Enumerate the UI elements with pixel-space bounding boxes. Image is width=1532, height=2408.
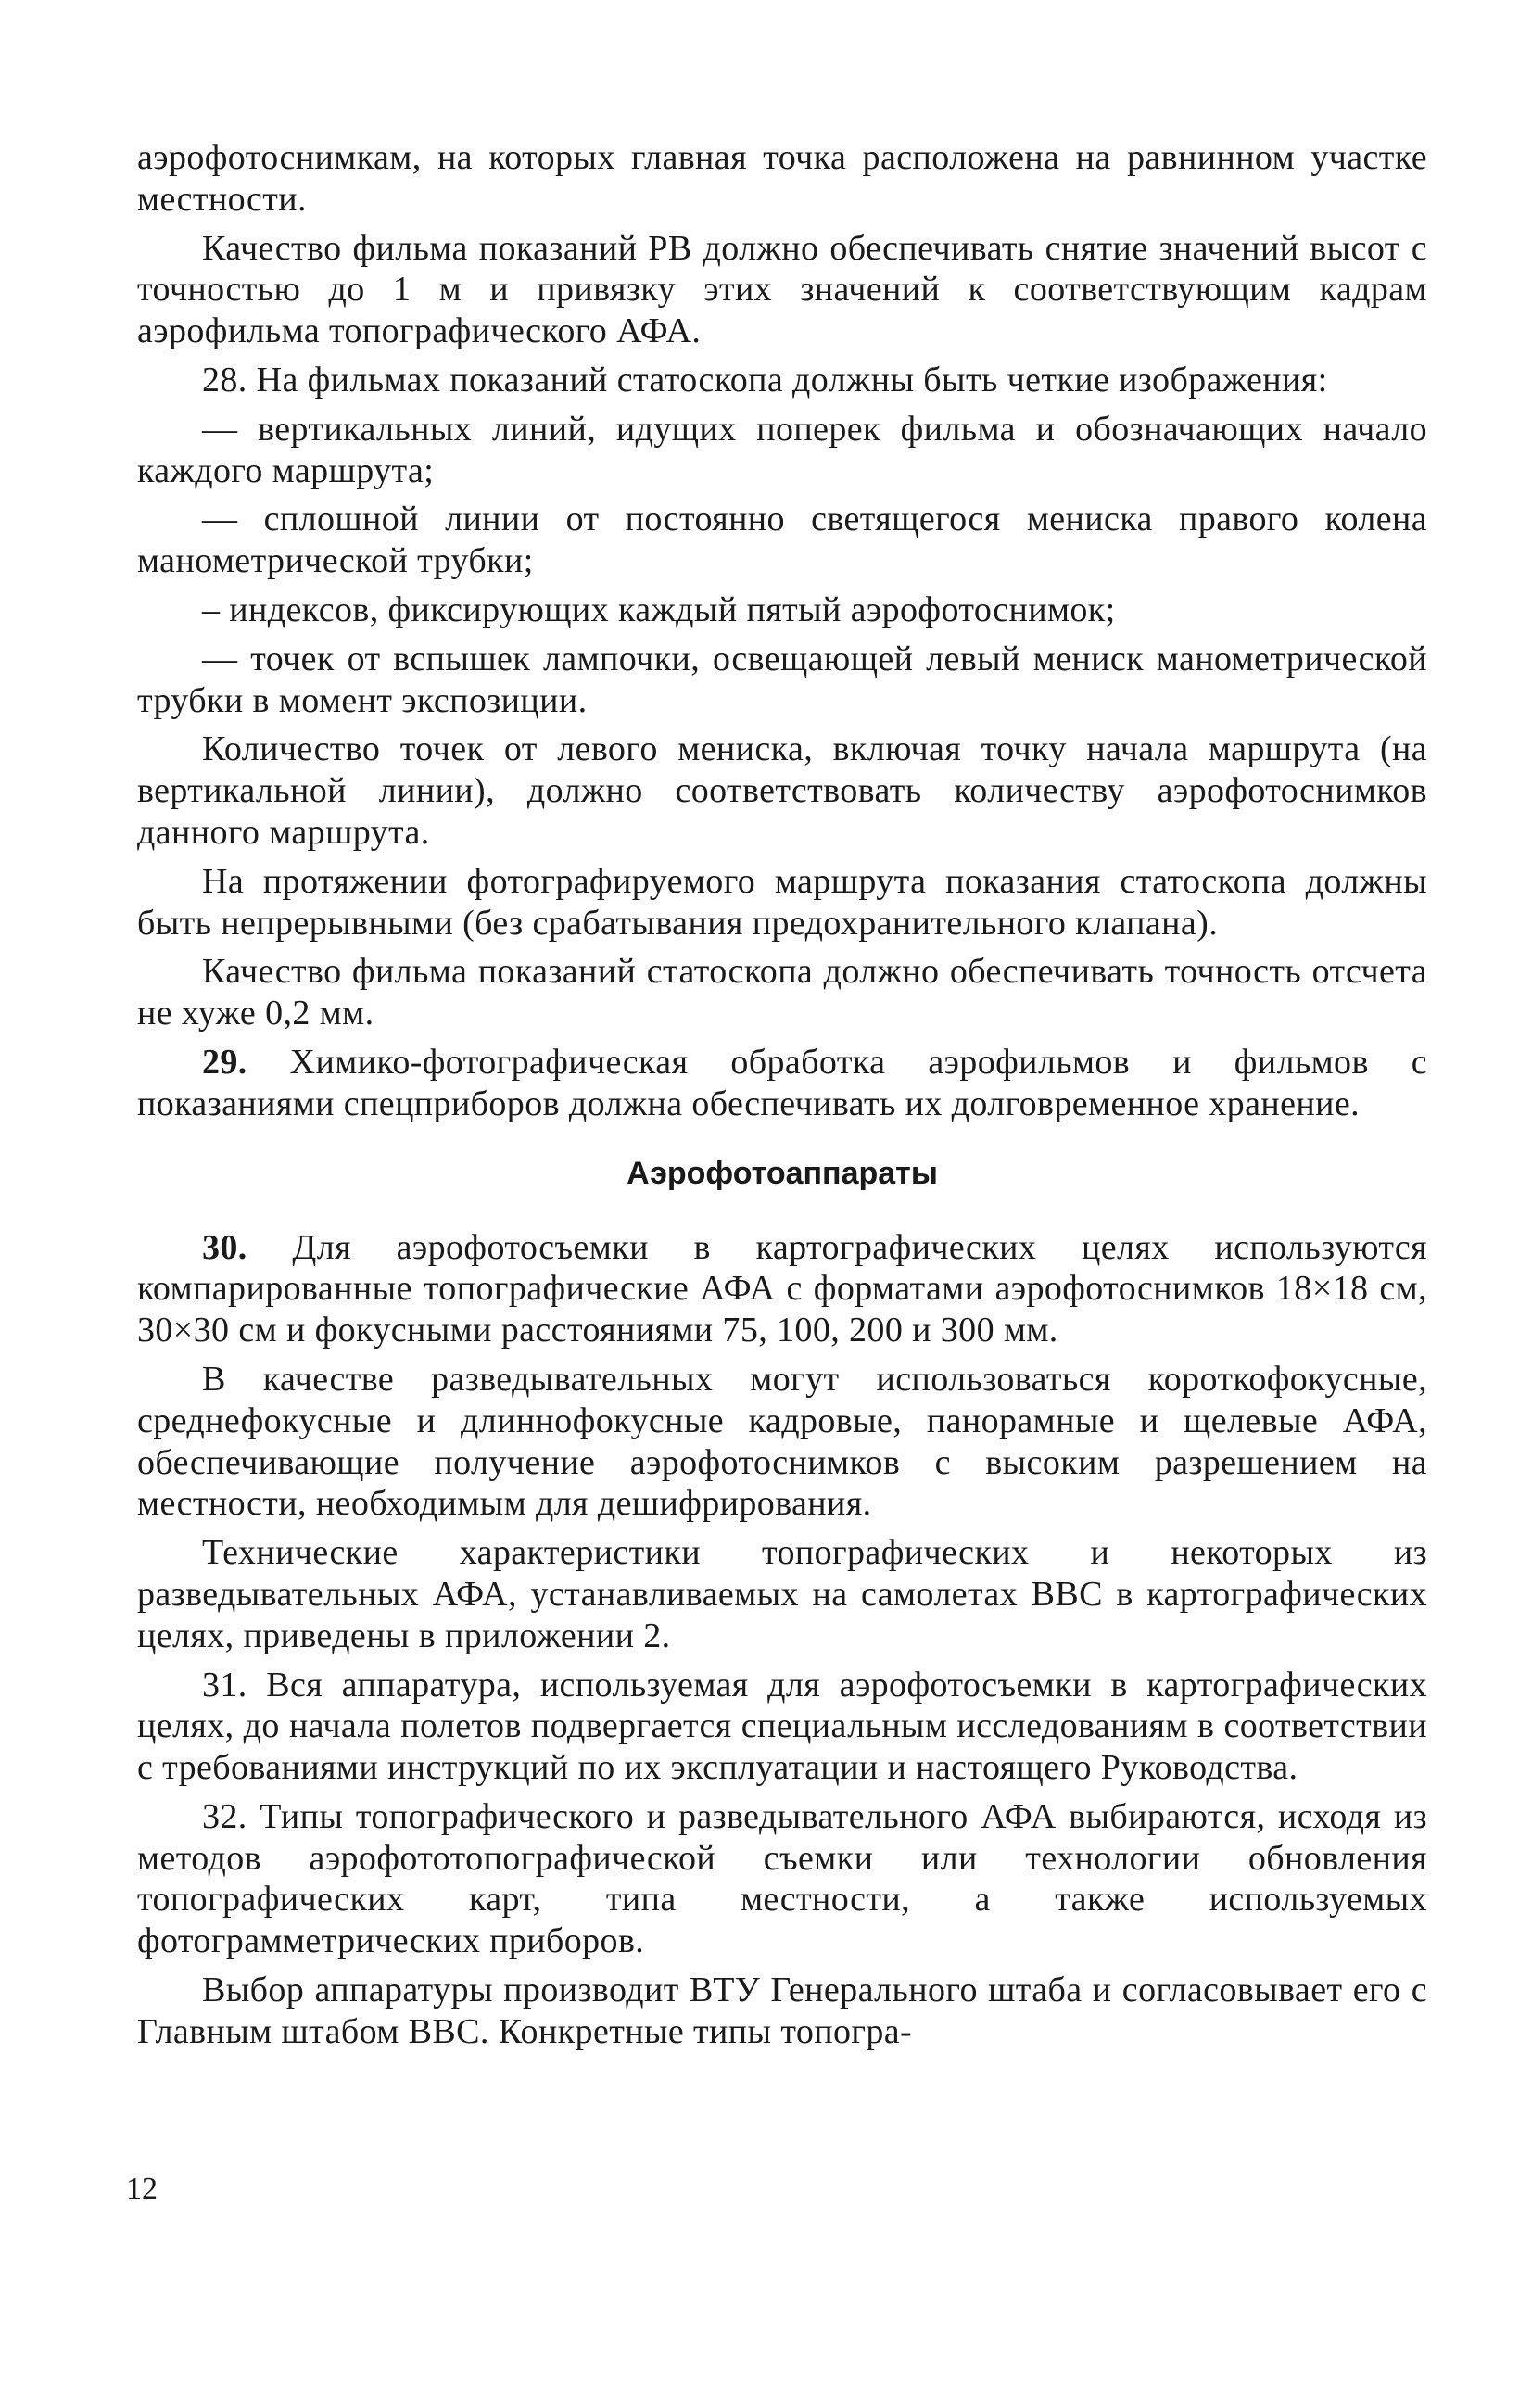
paragraph [137,589,1427,631]
paragraph [137,409,1427,492]
text-block-top [137,137,1427,1125]
paragraph [137,639,1427,722]
paragraph-text: – индексов, фиксирующих каждый пятый аэрофотоснимок; [202,589,1116,629]
paragraph-text: — точек от вспышек лампочки, освещающей левый мениск манометрической трубки в момент экспозиции. [137,639,1427,720]
paragraph-text: На фильмах показаний статоскопа должны быть четкие изображения: [247,360,1328,399]
paragraph-text: Химико-фотографическая обработка аэрофильмов и фильмов с показаниями спецприборов должна обеспечивать их долговременное хранение. [137,1042,1427,1123]
paragraph-text: Количество точек от левого мениска, включая точку начала маршрута (на вертикальной линии), должно соответствовать количеству аэрофотоснимков данного маршрута. [137,729,1427,852]
paragraph [137,1227,1427,1351]
paragraph [137,360,1427,401]
paragraph [137,861,1427,944]
clause-number: 32. [202,1796,247,1836]
paragraph-text: — вертикальных линий, идущих поперек фильма и обозначающих начало каждого маршрута; [137,409,1427,490]
clause-number: 28. [202,360,247,399]
paragraph-text: аэрофотоснимкам, на которых главная точка расположена на равнинном участке местности. [137,138,1427,219]
clause-number: 31. [202,1665,247,1705]
paragraph [137,228,1427,352]
page-number: 12 [126,2172,158,2206]
paragraph [137,1532,1427,1656]
clause-number: 30. [202,1227,247,1267]
paragraph [137,137,1427,221]
clause-number: 29. [202,1042,247,1082]
paragraph-text: Для аэрофотосъемки в картографических целях используются компарированные топографические АФА с форматами аэрофотоснимков 18×18 см, 30×30 см и фокусными расстояниями 75, 100, 200 и 300 мм. [137,1227,1427,1350]
paragraph [137,1665,1427,1789]
paragraph [137,499,1427,582]
paragraph-text: Качество фильма показаний РВ должно обеспечивать снятие значений высот с точностью до 1 м и привязку этих значений к соответствующим кадрам аэрофильма топографического АФА. [137,228,1427,351]
paragraph-text: Качество фильма показаний статоскопа должно обеспечивать точность отсчета не хуже 0,2 мм. [137,952,1427,1033]
paragraph [137,1042,1427,1125]
paragraph [137,1796,1427,1962]
paragraph-text: В качестве разведывательных могут использоваться короткофокусные, среднефокусные и длиннофокусные кадровые, панорамные и щелевые АФА, обеспечивающие получение аэрофотоснимков с высоким разрешением на местности, необходимым для дешифрирования. [137,1359,1427,1524]
paragraph [137,951,1427,1034]
paragraph-text: На протяжении фотографируемого маршрута показания статоскопа должны быть непрерывными (без срабатывания предохранительного клапана). [137,861,1427,943]
document-page [137,137,1427,2053]
paragraph-text: Технические характеристики топографических и некоторых из разведывательных АФА, устанавливаемых на самолетах ВВС в картографических целях, приведены в приложении 2. [137,1533,1427,1655]
paragraph [137,729,1427,853]
paragraph-text: Выбор аппаратуры производит ВТУ Генерального штаба и согласовывает его с Главным штабом ВВС. Конкретные типы топогра- [137,1971,1427,2051]
text-block-bottom [137,1227,1427,2053]
paragraph-text: — сплошной линии от постоянно светящегося мениска правого колена манометрической трубки; [137,500,1427,581]
paragraph-text: Вся аппаратура, используемая для аэрофотосъемки в картографических целях, до начала полетов подвергается специальным исследованиям в соответствии с требованиями инструкций по их эксплуатации и настоящего Руководства. [137,1665,1427,1788]
paragraph [137,1970,1427,2053]
paragraph [137,1359,1427,1525]
paragraph-text: Типы топографического и разведывательного АФА выбираются, исходя из методов аэрофототопографической съемки или технологии обновления топографических карт, типа местности, а также используемых фотограмметрических приборов. [137,1796,1427,1961]
section-heading: Аэрофотоаппараты [627,1155,938,1191]
